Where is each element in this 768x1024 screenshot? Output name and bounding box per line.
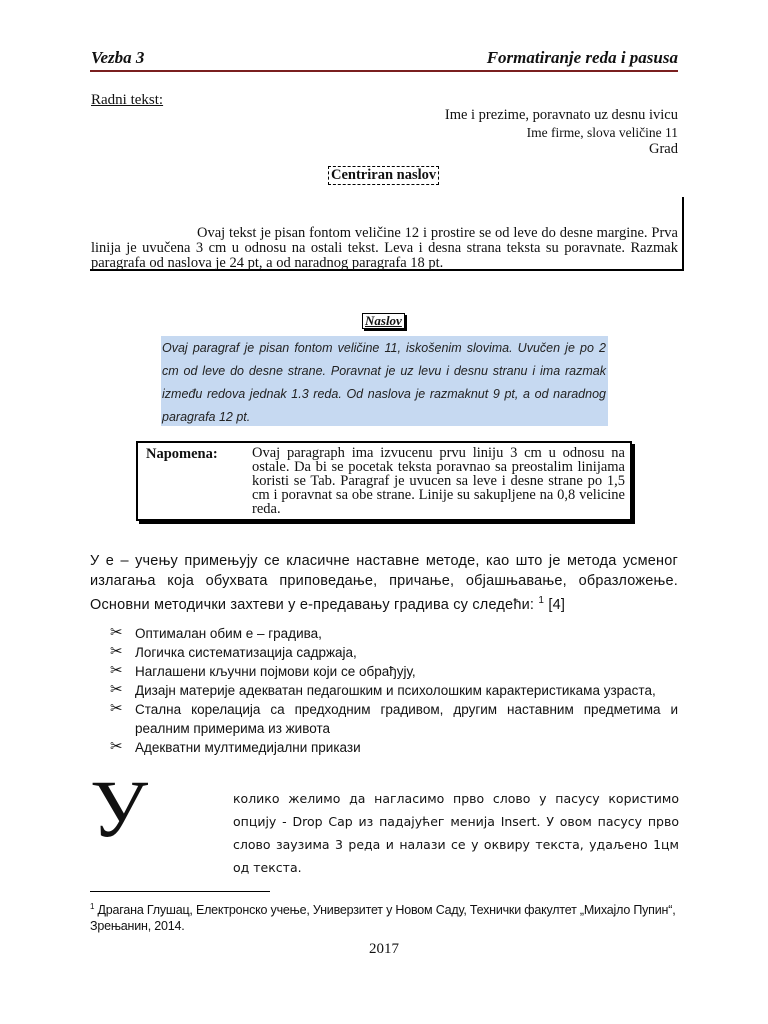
note-label: Napomena:: [146, 446, 218, 462]
footnote-separator: [90, 891, 270, 892]
list-item: [110, 662, 678, 681]
list-item: [110, 700, 678, 738]
scissors-icon: ✂: [110, 624, 123, 641]
scissors-icon: ✂: [110, 700, 123, 717]
bullet-list: [110, 624, 678, 757]
right-info-city: Grad: [649, 141, 678, 157]
list-item-text: Наглашени кључни појмови који се обрађују,: [135, 664, 416, 679]
footnote-number: 1: [90, 902, 95, 911]
list-item-text: Дизајн материје адекватан педагошким и психолошким карактеристикама узраста,: [135, 683, 656, 698]
right-info-name: Ime i prezime, poravnato uz desnu ivicu: [444, 107, 678, 123]
scissors-icon: ✂: [110, 738, 123, 755]
centered-title: Centriran naslov: [328, 166, 439, 185]
list-item: [110, 624, 678, 643]
header-rule: [90, 70, 678, 72]
footnote-text: Драгана Глушац, Електронско учење, Универзитет у Новом Саду, Технички факултет „Михајло Пупин“, Зрењанин, 2014.: [90, 903, 676, 934]
list-item-text: Логичка систематизација садржаја,: [135, 645, 357, 660]
list-item-text: Оптималан обим е – градива,: [135, 626, 322, 641]
list-item: [110, 738, 678, 757]
paragraph-1: [91, 226, 678, 271]
drop-cap-letter: У: [90, 763, 149, 854]
list-item: [110, 681, 678, 700]
list-item-text: Стална корелација са предходним градивом, другим наставним предметима и реалним примерима из живота: [135, 702, 678, 736]
scissors-icon: ✂: [110, 662, 123, 679]
page-footer-year: 2017: [369, 941, 399, 957]
drop-cap-paragraph: колико желимо да нагласимо прво слово у пасусу користимо опцију - Drop Cap из падајућег менија Insert. У овом пасусу прво слово заузима 3 реда и налази се у оквиру текста, удаљено 1цм од текста.: [233, 791, 679, 875]
header-right-title: Formatiranje reda i pasusa: [486, 48, 678, 67]
scissors-icon: ✂: [110, 681, 123, 698]
list-item-text: Адекватни мултимедијални прикази: [135, 740, 361, 755]
scissors-icon: ✂: [110, 643, 123, 660]
note-text: Ovaj paragraph ima izvucenu prvu liniju 3 cm u odnosu na ostale. Da bi se pocetak teksta poravnao sa preostalim linijama koristi se Tab. Paragraf je uvucen sa leve i desne strane po 1,5 cm i poravnat sa obe strane. Linije su sakupljene na 0,8 velicine reda.: [252, 445, 625, 517]
paragraph-1-text: Ovaj tekst je pisan fontom veličine 12 i prostire se od leve do desne margine. Prva linija je uvučena 3 cm u odnosu na ostali tekst. Leva i desna strana teksta su poravnate. Razmak paragrafa od naslova je 24 pt, a od naradnog paragrafa 18 pt.: [91, 225, 678, 271]
cyrillic-paragraph: [90, 551, 678, 615]
note-box: [136, 441, 632, 521]
naslov-heading: Naslov: [362, 313, 405, 329]
footnote-reference[interactable]: 1: [538, 595, 545, 606]
shaded-italic-paragraph: Ovaj paragraf je pisan fontom veličine 11, iskošenim slovima. Uvučen je po 2 cm od leve do desne strane. Poravnat je uz levu i desnu stranu i ima razmak između redova jednak 1.3 reda. Od naslova je razmaknut 9 pt, a od naradnog paragrafa 12 pt.: [161, 336, 608, 426]
radni-tekst-label: Radni tekst:: [91, 92, 164, 108]
right-info-company: Ime firme, slova veličine 11: [526, 125, 678, 140]
footnote: [90, 899, 680, 934]
cyrillic-paragraph-text: У е – учењу примењују се класичне наставне методе, као што је метода усменог излагања која обухвата приповедање, причање, објашњавање, образложење. Основни методички захтеви у е-предавању градива су следећи:: [90, 553, 678, 613]
header-left-title: Vezba 3: [91, 48, 145, 67]
right-aligned-info: [445, 107, 678, 158]
list-item: [110, 643, 678, 662]
citation: [4]: [544, 596, 566, 613]
